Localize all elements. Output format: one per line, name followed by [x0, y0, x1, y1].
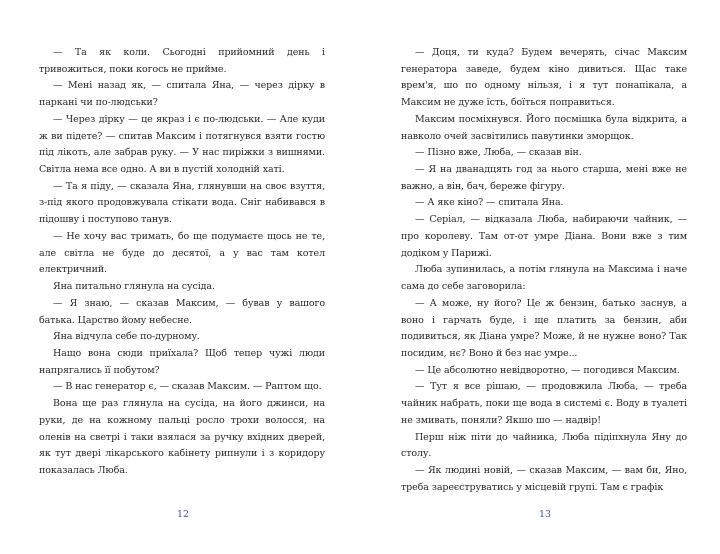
paragraph: Перш ніж піти до чайника, Люба підіпхнула Яну до столу. — [401, 431, 687, 460]
paragraph: — Я на дванадцять год за нього старша, мені вже не важно, а він, бач, береже фігуру. — [401, 164, 687, 192]
paragraph: — А яке кіно? — спитала Яна. — [415, 197, 564, 209]
paragraph: — Це абсолютно невідворотно, — погодився Максим. — [415, 364, 680, 376]
paragraph: Яна відчула себе по-дурному. — [53, 331, 200, 343]
paragraph: — Через дірку — це якраз і є по-людськи. — Але куди ж ви підете? — спитав Максим і потягнувся взяти гостю під лікоть, але забрав руку. — У нас пиріжки з вишнями. Світла нема все одно. А ви в пустій холодній хаті. — [39, 113, 325, 176]
paragraph: — Доця, ти куда? Будем вечерять, січас Максим генератора заведе, будем кіно дивиться. Щас таке врем'я, шо по одному нільзя, і я тут понапікала, а Максим не дуже їсть, боїться поправиться. — [401, 47, 687, 109]
paragraph: Люба зупинилась, а потім глянула на Максима і наче сама до себе заговорила: — [401, 264, 687, 293]
left-page-text — [39, 45, 325, 480]
paragraph: Вона ще раз глянула на сусіда, на його джинси, на руки, де на кожному пальці росло трохи волосся, на оленів на светрі і таки взялася за ручку вхідних дверей, як тут двері лікарського кабінету рипнули і з коридору показалась Люба. — [39, 398, 325, 476]
paragraph: — Серіал, — відказала Люба, набираючи чайник, — про королеву. Там от-от умре Діана. Вони вже з тим додіком у Парижі. — [401, 214, 687, 259]
paragraph: Нащо вона сюди приїхала? Щоб тепер чужі люди напрягались її побутом? — [39, 347, 325, 376]
paragraph: — Пізно вже, Люба, — сказав він. — [415, 147, 582, 159]
paragraph: — Не хочу вас тримать, бо ще подумаєте щось не те, але світла не буде до десятої, а у вас там котел електричний. — [39, 230, 325, 276]
paragraph: Яна питально глянула на сусіда. — [53, 281, 215, 293]
paragraph: Максим посміхнувся. Його посмішка була відкрита, а навколо очей засвітились павутинки зморщок. — [401, 113, 687, 142]
paragraph: — Як людині новій, — сказав Максим, — вам би, Яно, треба зареєструватись у місцевій групі. Там є графік — [401, 464, 687, 493]
right-page-text — [401, 45, 687, 496]
paragraph: — Та я піду, — сказала Яна, глянувши на своє взуття, з-під якого продовжувала стікати вода. Сніг набивався в підошву і поступово танув. — [39, 180, 325, 226]
paragraph: — Та як коли. Сьогодні прийомний день і тривожиться, поки когось не прийме. — [39, 47, 325, 75]
page-number-left: 12 — [176, 509, 190, 520]
paragraph: — Тут я все рішаю, — продовжила Люба, — треба чайник набрать, поки ще вода в системі є. Воду в туалеті не змивать, поняли? Якшо шо — надвір! — [401, 381, 687, 426]
paragraph: — А може, ну його? Це ж бензин, батько заснув, а воно і гарчать буде, і ще платить за бензин, аби подивиться, як Діана умре? Може, й не нужне воно? Так посидим, нє? Воно й без нас умре... — [401, 297, 687, 359]
page-number-right: 13 — [538, 509, 552, 520]
paragraph: — В нас генератор є, — сказав Максим. — Раптом що. — [53, 381, 322, 393]
paragraph: — Мені назад як, — спитала Яна, — через дірку в паркані чи по-людськи? — [39, 80, 325, 109]
paragraph: — Я знаю, — сказав Максим, — бував у вашого батька. Царство йому небесне. — [39, 297, 325, 326]
